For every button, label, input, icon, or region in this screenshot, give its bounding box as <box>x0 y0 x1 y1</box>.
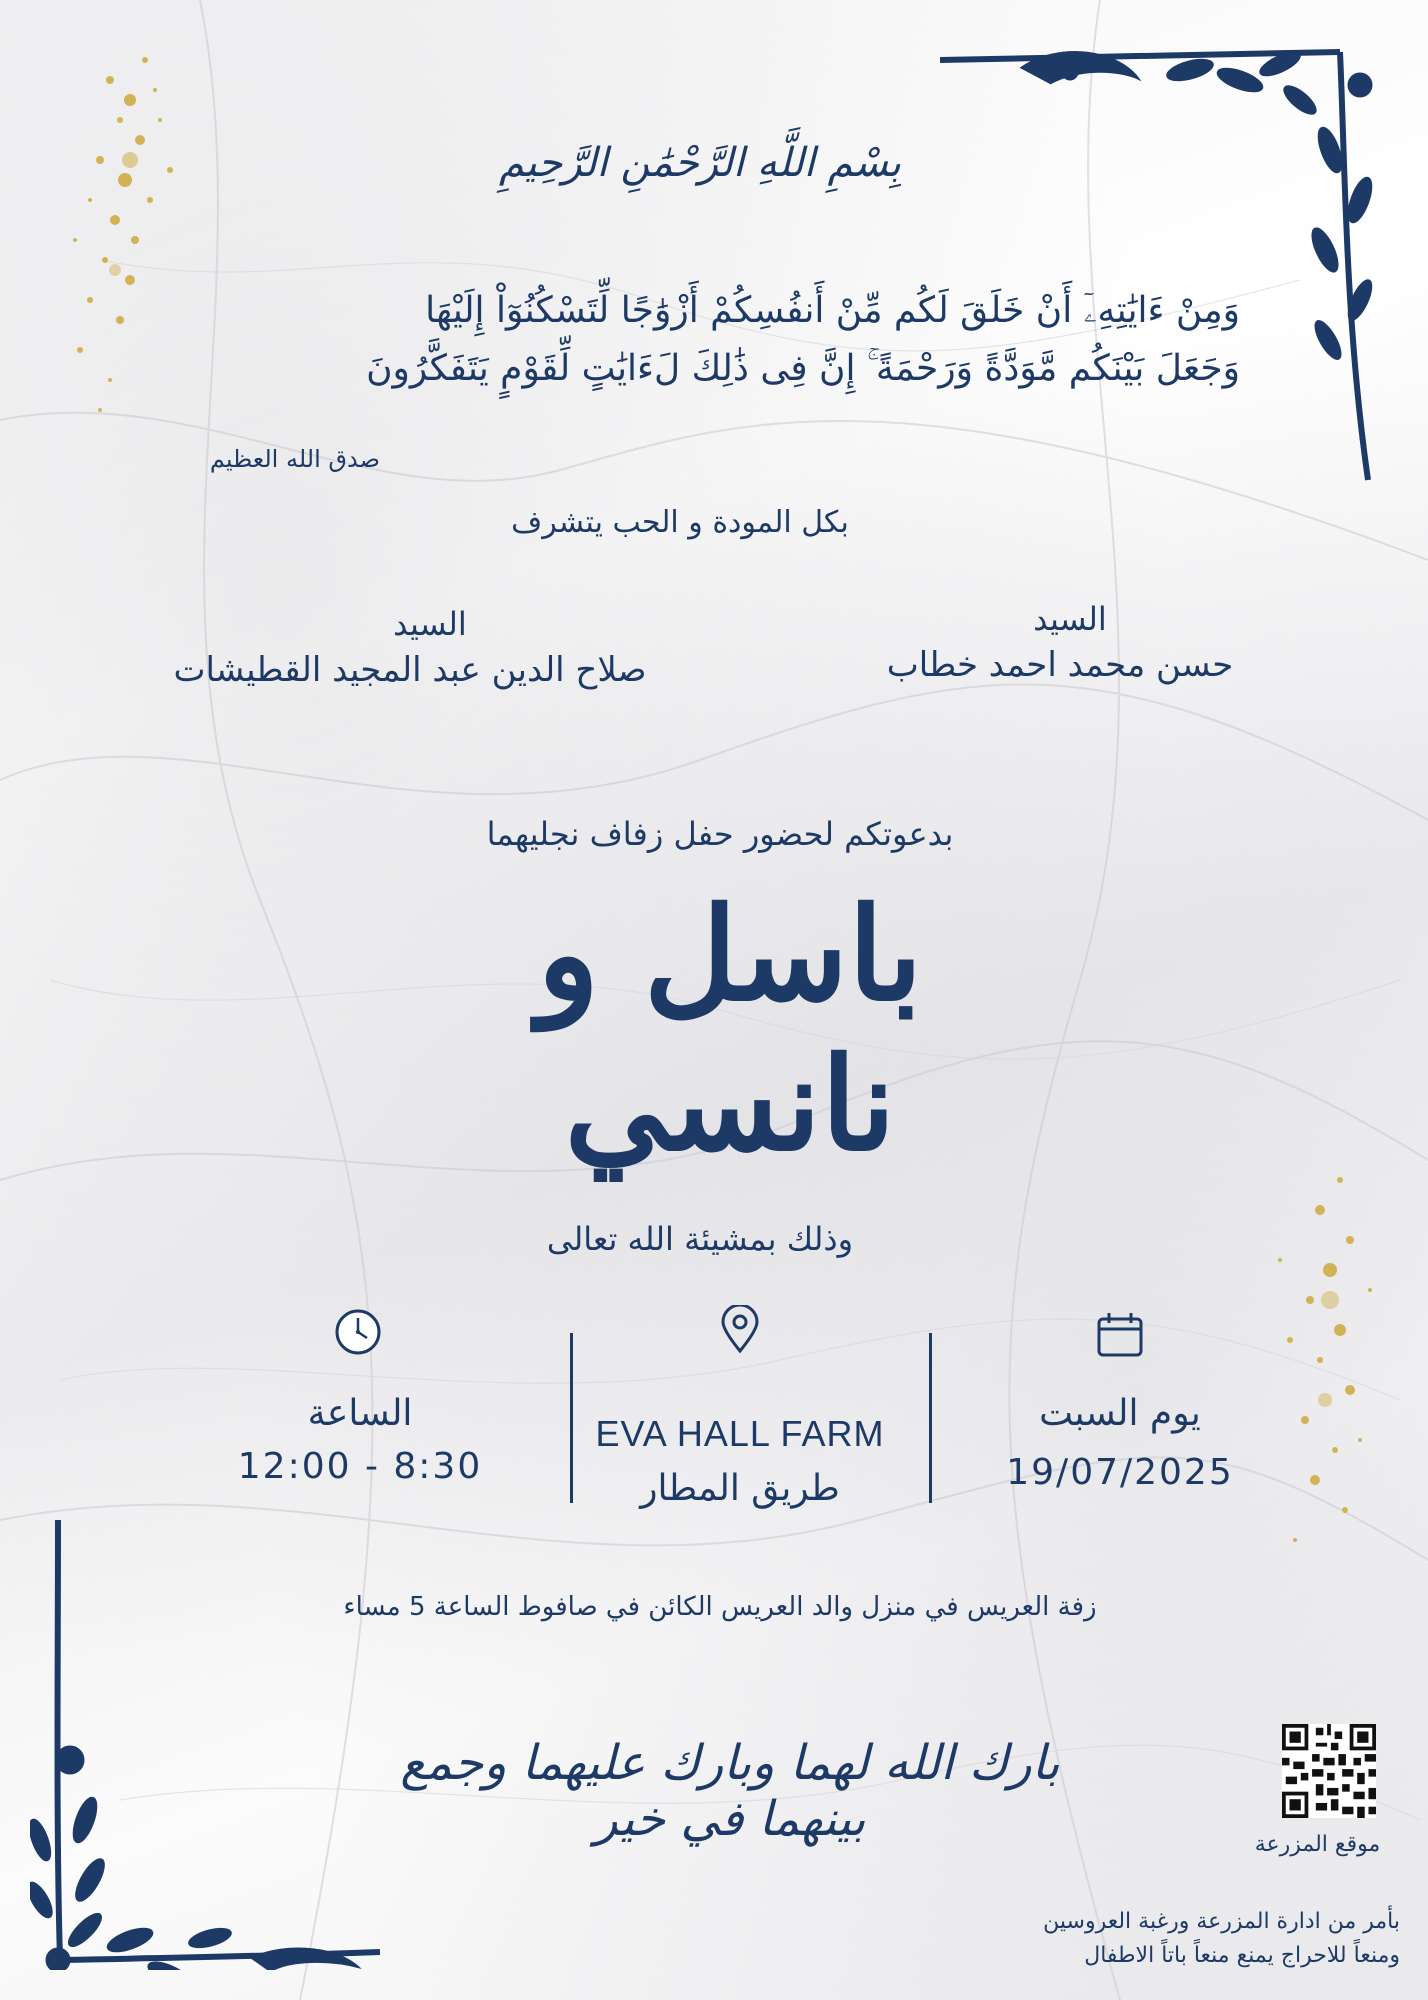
willing-text: وذلك بمشيئة الله تعالى <box>546 1220 854 1258</box>
time-label: الساعة <box>307 1393 413 1434</box>
clock-icon <box>333 1307 383 1357</box>
verse-line-2: وَجَعَلَ بَيْنَكُم مَّوَدَّةً وَرَحْمَةً ۚ إِنَّ فِى ذَٰلِكَ لَءَايَٰتٍ لِّقَوْمٍ يَتَفَكَّرُونَ <box>366 348 1240 389</box>
basmala: بِسْمِ اللَّهِ الرَّحْمَٰنِ الرَّحِيمِ <box>498 140 902 186</box>
date-value: 19/07/2025 <box>1006 1452 1234 1493</box>
couple-names: باسل و نانسي <box>537 880 923 1180</box>
host-left-name: صلاح الدين عبد المجيد القطيشات <box>173 650 647 690</box>
invite-text: بدعوتكم لحضور حفل زفاف نجليهما <box>486 815 954 853</box>
leaf-ornament-top-right <box>940 40 1380 490</box>
divider-left <box>570 1333 573 1503</box>
rules-note <box>920 1905 1400 1973</box>
blessing-calligraphy: بارك الله لهما وبارك عليهما وجمع بينهما في خير <box>400 1735 1060 1847</box>
verse-line-1: وَمِنْ ءَايَٰتِهِۦٓ أَنْ خَلَقَ لَكُم مِّنْ أَنفُسِكُمْ أَزْوَٰجًا لِّتَسْكُنُوٓاْ إِلَيْهَا <box>425 290 1240 331</box>
zaffa-note: زفة العريس في منزل والد العريس الكائن في صافوط الساعة 5 مساء <box>343 1592 1097 1622</box>
time-range: 12:00 - 8:30 <box>237 1446 483 1487</box>
qr-code[interactable] <box>1282 1724 1376 1818</box>
venue-road: طريق المطار <box>640 1468 840 1509</box>
sadaq-text: صدق الله العظيم <box>209 445 380 473</box>
rules-line-2: ومنعاً للاحراج يمنع منعاً باتاً الاطفال <box>1084 1943 1400 1968</box>
gold-glitter-right <box>1220 1140 1410 1580</box>
location-pin-icon <box>715 1305 765 1355</box>
calendar-icon <box>1095 1310 1145 1360</box>
honour-text: بكل المودة و الحب يتشرف <box>511 505 849 540</box>
host-right-title: السيد <box>1033 600 1107 638</box>
leaf-ornament-bottom-left <box>30 1520 390 1970</box>
qr-label: موقع المزرعة <box>1254 1832 1381 1857</box>
divider-right <box>929 1333 932 1503</box>
day-label: يوم السبت <box>1039 1393 1201 1434</box>
host-left-title: السيد <box>393 605 467 643</box>
host-right-name: حسن محمد احمد خطاب <box>886 645 1234 685</box>
venue-name: EVA HALL FARM <box>595 1413 885 1454</box>
rules-line-1: بأمر من ادارة المزرعة ورغبة العروسين <box>1043 1909 1400 1934</box>
quran-verse <box>190 282 1240 398</box>
